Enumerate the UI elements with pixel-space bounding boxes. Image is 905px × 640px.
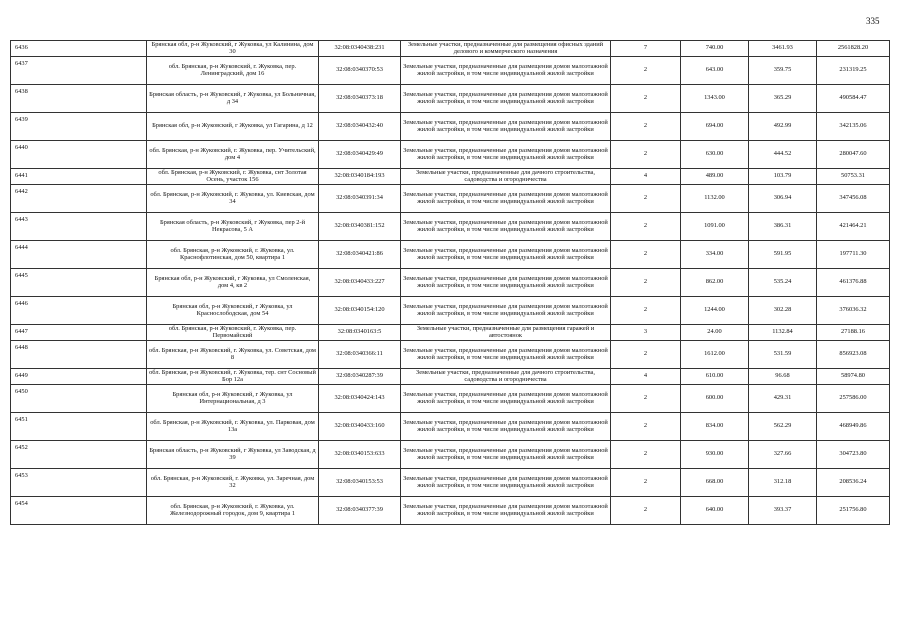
group-cell: 2 [611,57,681,85]
address-cell: обл. Брянская, р-н Жуковский, г. Жуковка, пер. Ленинградский, дом 16 [147,57,319,85]
cadastral-number-cell: 32:08:0340153:53 [319,469,401,497]
row-number: 6441 [11,169,147,185]
cadastral-value-cell: 490584.47 [817,85,890,113]
rate-cell: 535.24 [749,269,817,297]
area-cell: 1343.00 [681,85,749,113]
address-cell: Брянская область, р-н Жуковский, г Жуковка, ул Заводская, д 39 [147,441,319,469]
table-row [11,325,890,341]
cadastral-value-cell: 257586.00 [817,385,890,413]
rate-cell: 302.28 [749,297,817,325]
cadastral-number-cell: 32:08:0340366:11 [319,341,401,369]
table-row [11,497,890,525]
cadastral-value-cell: 2561828.20 [817,41,890,57]
address-cell: обл. Брянская, р-н Жуковский, г. Жуковка, пер. Первомайский [147,325,319,341]
rate-cell: 1132.84 [749,325,817,341]
area-cell: 1612.00 [681,341,749,369]
area-cell: 600.00 [681,385,749,413]
land-use-cell: Земельные участки, предназначенные для размещения домов малоэтажной жилой застройки, в том числе индивидуальной жилой застройки [401,213,611,241]
cadastral-number-cell: 32:08:0340421:86 [319,241,401,269]
cadastral-number-cell: 32:08:0340433:160 [319,413,401,441]
cadastral-value-cell: 856923.08 [817,341,890,369]
area-cell: 862.00 [681,269,749,297]
group-cell: 4 [611,369,681,385]
area-cell: 630.00 [681,141,749,169]
rate-cell: 306.94 [749,185,817,213]
cadastral-value-cell: 347456.08 [817,185,890,213]
cadastral-number-cell: 32:08:0340432:40 [319,113,401,141]
address-cell: Брянская область, р-н Жуковский, г Жуковка, пер 2-й Некрасова, 5 А [147,213,319,241]
table-row [11,141,890,169]
cadastral-value-cell: 421464.21 [817,213,890,241]
land-use-cell: Земельные участки, предназначенные для размещения домов малоэтажной жилой застройки, в том числе индивидуальной жилой застройки [401,57,611,85]
area-cell: 668.00 [681,469,749,497]
group-cell: 2 [611,441,681,469]
table-row [11,241,890,269]
area-cell: 1091.00 [681,213,749,241]
group-cell: 2 [611,113,681,141]
group-cell: 2 [611,385,681,413]
area-cell: 610.00 [681,369,749,385]
row-number: 6437 [11,57,147,85]
address-cell: обл. Брянская, р-н Жуковский, г. Жуковка, снт Золотая Осень, участок 156 [147,169,319,185]
address-cell: обл. Брянская, р-н Жуковский, г. Жуковка, ул. Парковая, дом 13а [147,413,319,441]
address-cell: обл. Брянская, р-н Жуковский, г. Жуковка, ул. Киевская, дом 34 [147,185,319,213]
table-row [11,441,890,469]
group-cell: 3 [611,325,681,341]
cadastral-value-cell: 27188.16 [817,325,890,341]
group-cell: 2 [611,341,681,369]
area-cell: 334.00 [681,241,749,269]
rate-cell: 312.18 [749,469,817,497]
row-number: 6444 [11,241,147,269]
group-cell: 2 [611,297,681,325]
cadastral-number-cell: 32:08:0340184:193 [319,169,401,185]
row-number: 6443 [11,213,147,241]
cadastral-number-cell: 32:08:0340433:227 [319,269,401,297]
area-cell: 694.00 [681,113,749,141]
rate-cell: 429.31 [749,385,817,413]
row-number: 6436 [11,41,147,57]
group-cell: 2 [611,241,681,269]
area-cell: 834.00 [681,413,749,441]
group-cell: 2 [611,141,681,169]
cadastral-value-cell: 304723.80 [817,441,890,469]
land-use-cell: Земельные участки, предназначенные для размещения домов малоэтажной жилой застройки, в том числе индивидуальной жилой застройки [401,85,611,113]
area-cell: 1244.00 [681,297,749,325]
cadastral-value-cell: 50753.31 [817,169,890,185]
row-number: 6454 [11,497,147,525]
cadastral-number-cell: 32:08:0340287:39 [319,369,401,385]
cadastral-value-cell: 461376.88 [817,269,890,297]
cadastral-number-cell: 32:08:0340429:49 [319,141,401,169]
rate-cell: 103.79 [749,169,817,185]
table-row [11,85,890,113]
row-number: 6440 [11,141,147,169]
group-cell: 2 [611,185,681,213]
address-cell: обл. Брянская, р-н Жуковский, г. Жуковка, тер. снт Сосновый Бор 12а [147,369,319,385]
cadastral-value-cell: 231319.25 [817,57,890,85]
rate-cell: 3461.93 [749,41,817,57]
group-cell: 2 [611,497,681,525]
area-cell: 640.00 [681,497,749,525]
address-cell: обл. Брянская, р-н Жуковский, г. Жуковка, ул. Заречная, дом 32 [147,469,319,497]
group-cell: 7 [611,41,681,57]
land-use-cell: Земельные участки, предназначенные для дачного строительства, садоводства и огородничества [401,169,611,185]
cadastral-number-cell: 32:08:0340438:231 [319,41,401,57]
row-number: 6450 [11,385,147,413]
land-use-cell: Земельные участки, предназначенные для размещения домов малоэтажной жилой застройки, в том числе индивидуальной жилой застройки [401,441,611,469]
land-use-cell: Земельные участки, предназначенные для размещения домов малоэтажной жилой застройки, в том числе индивидуальной жилой застройки [401,269,611,297]
row-number: 6452 [11,441,147,469]
cadastral-number-cell: 32:08:0340154:120 [319,297,401,325]
rate-cell: 386.31 [749,213,817,241]
address-cell: обл. Брянская, р-н Жуковский, г. Жуковка, пер. Учительский, дом 4 [147,141,319,169]
area-cell: 643.00 [681,57,749,85]
row-number: 6449 [11,369,147,385]
cadastral-value-cell: 376036.32 [817,297,890,325]
address-cell: обл. Брянская, р-н Жуковский, г. Жуковка, ул. Железнодорожный городок, дом 9, квартира 1 [147,497,319,525]
cadastral-value-cell: 208536.24 [817,469,890,497]
land-use-cell: Земельные участки, предназначенные для размещения домов малоэтажной жилой застройки, в том числе индивидуальной жилой застройки [401,385,611,413]
table-row [11,269,890,297]
land-use-cell: Земельные участки, предназначенные для размещения гаражей и автостоянок [401,325,611,341]
table-row [11,41,890,57]
land-use-cell: Земельные участки, предназначенные для размещения домов малоэтажной жилой застройки, в том числе индивидуальной жилой застройки [401,141,611,169]
cadastral-value-cell: 197711.30 [817,241,890,269]
land-use-cell: Земельные участки, предназначенные для размещения домов малоэтажной жилой застройки, в том числе индивидуальной жилой застройки [401,241,611,269]
address-cell: Брянская обл, р-н Жуковский, г Жуковка, ул Смоленская, дом 4, кв 2 [147,269,319,297]
rate-cell: 562.29 [749,413,817,441]
group-cell: 2 [611,85,681,113]
row-number: 6446 [11,297,147,325]
area-cell: 24.00 [681,325,749,341]
cadastral-number-cell: 32:08:0340370:53 [319,57,401,85]
table-row [11,469,890,497]
group-cell: 2 [611,269,681,297]
address-cell: Брянская область, р-н Жуковский, г Жуковка, ул Больничная, д 34 [147,85,319,113]
rate-cell: 327.66 [749,441,817,469]
table-row [11,341,890,369]
table-row [11,297,890,325]
land-use-cell: Земельные участки, предназначенные для размещения домов малоэтажной жилой застройки, в том числе индивидуальной жилой застройки [401,341,611,369]
land-use-cell: Земельные участки, предназначенные для размещения домов малоэтажной жилой застройки, в том числе индивидуальной жилой застройки [401,469,611,497]
page-number: 335 [866,16,880,26]
cadastral-value-cell: 280047.60 [817,141,890,169]
row-number: 6447 [11,325,147,341]
rate-cell: 591.95 [749,241,817,269]
table-row [11,169,890,185]
area-cell: 740.00 [681,41,749,57]
land-use-cell: Земельные участки, предназначенные для размещения домов малоэтажной жилой застройки, в том числе индивидуальной жилой застройки [401,185,611,213]
cadastral-value-cell: 342135.06 [817,113,890,141]
address-cell: Брянская обл, р-н Жуковский, г Жуковка, ул Калинина, дом 30 [147,41,319,57]
area-cell: 930.00 [681,441,749,469]
land-use-cell: Земельные участки, предназначенные для размещения домов малоэтажной жилой застройки, в том числе индивидуальной жилой застройки [401,413,611,441]
cadastral-number-cell: 32:08:0340377:39 [319,497,401,525]
row-number: 6453 [11,469,147,497]
land-use-cell: Земельные участки, предназначенные для размещения домов малоэтажной жилой застройки, в том числе индивидуальной жилой застройки [401,113,611,141]
row-number: 6442 [11,185,147,213]
row-number: 6439 [11,113,147,141]
table-row [11,185,890,213]
cadastral-number-cell: 32:08:0340163:5 [319,325,401,341]
table-row [11,213,890,241]
rate-cell: 444.52 [749,141,817,169]
row-number: 6445 [11,269,147,297]
address-cell: Брянская обл, р-н Жуковский, г Жуковка, ул Интернациональная, д 3 [147,385,319,413]
rate-cell: 492.99 [749,113,817,141]
cadastral-number-cell: 32:08:0340424:143 [319,385,401,413]
cadastral-value-cell: 58974.80 [817,369,890,385]
land-use-cell: Земельные участки, предназначенные для размещения домов малоэтажной жилой застройки, в том числе индивидуальной жилой застройки [401,297,611,325]
rate-cell: 365.29 [749,85,817,113]
cadastral-number-cell: 32:08:0340391:34 [319,185,401,213]
row-number: 6451 [11,413,147,441]
cadastral-value-cell: 251756.80 [817,497,890,525]
group-cell: 2 [611,213,681,241]
address-cell: обл. Брянская, р-н Жуковский, г. Жуковка, ул. Краснофлотинская, дом 50, квартира 1 [147,241,319,269]
table-row [11,113,890,141]
cadastral-number-cell: 32:08:0340373:18 [319,85,401,113]
table-row [11,57,890,85]
land-use-cell: Земельные участки, предназначенные для размещения офисных зданий делового и коммерческого назначения [401,41,611,57]
row-number: 6448 [11,341,147,369]
cadastral-table [10,40,890,525]
land-use-cell: Земельные участки, предназначенные для дачного строительства, садоводства и огородничества [401,369,611,385]
table-row [11,369,890,385]
group-cell: 2 [611,469,681,497]
address-cell: обл. Брянская, р-н Жуковский, г. Жуковка, ул. Советская, дом 8 [147,341,319,369]
group-cell: 4 [611,169,681,185]
group-cell: 2 [611,413,681,441]
area-cell: 1132.00 [681,185,749,213]
address-cell: Брянская обл, р-н Жуковский, г Жуковка, ул Гагарина, д 12 [147,113,319,141]
table-row [11,385,890,413]
rate-cell: 393.37 [749,497,817,525]
cadastral-value-cell: 468949.86 [817,413,890,441]
rate-cell: 531.59 [749,341,817,369]
cadastral-number-cell: 32:08:0340153:633 [319,441,401,469]
rate-cell: 96.68 [749,369,817,385]
address-cell: Брянская обл, р-н Жуковский, г Жуковка, ул Краснослободская, дом 54 [147,297,319,325]
table-row [11,413,890,441]
row-number: 6438 [11,85,147,113]
land-use-cell: Земельные участки, предназначенные для размещения домов малоэтажной жилой застройки, в том числе индивидуальной жилой застройки [401,497,611,525]
cadastral-number-cell: 32:08:0340381:152 [319,213,401,241]
area-cell: 489.00 [681,169,749,185]
rate-cell: 359.75 [749,57,817,85]
